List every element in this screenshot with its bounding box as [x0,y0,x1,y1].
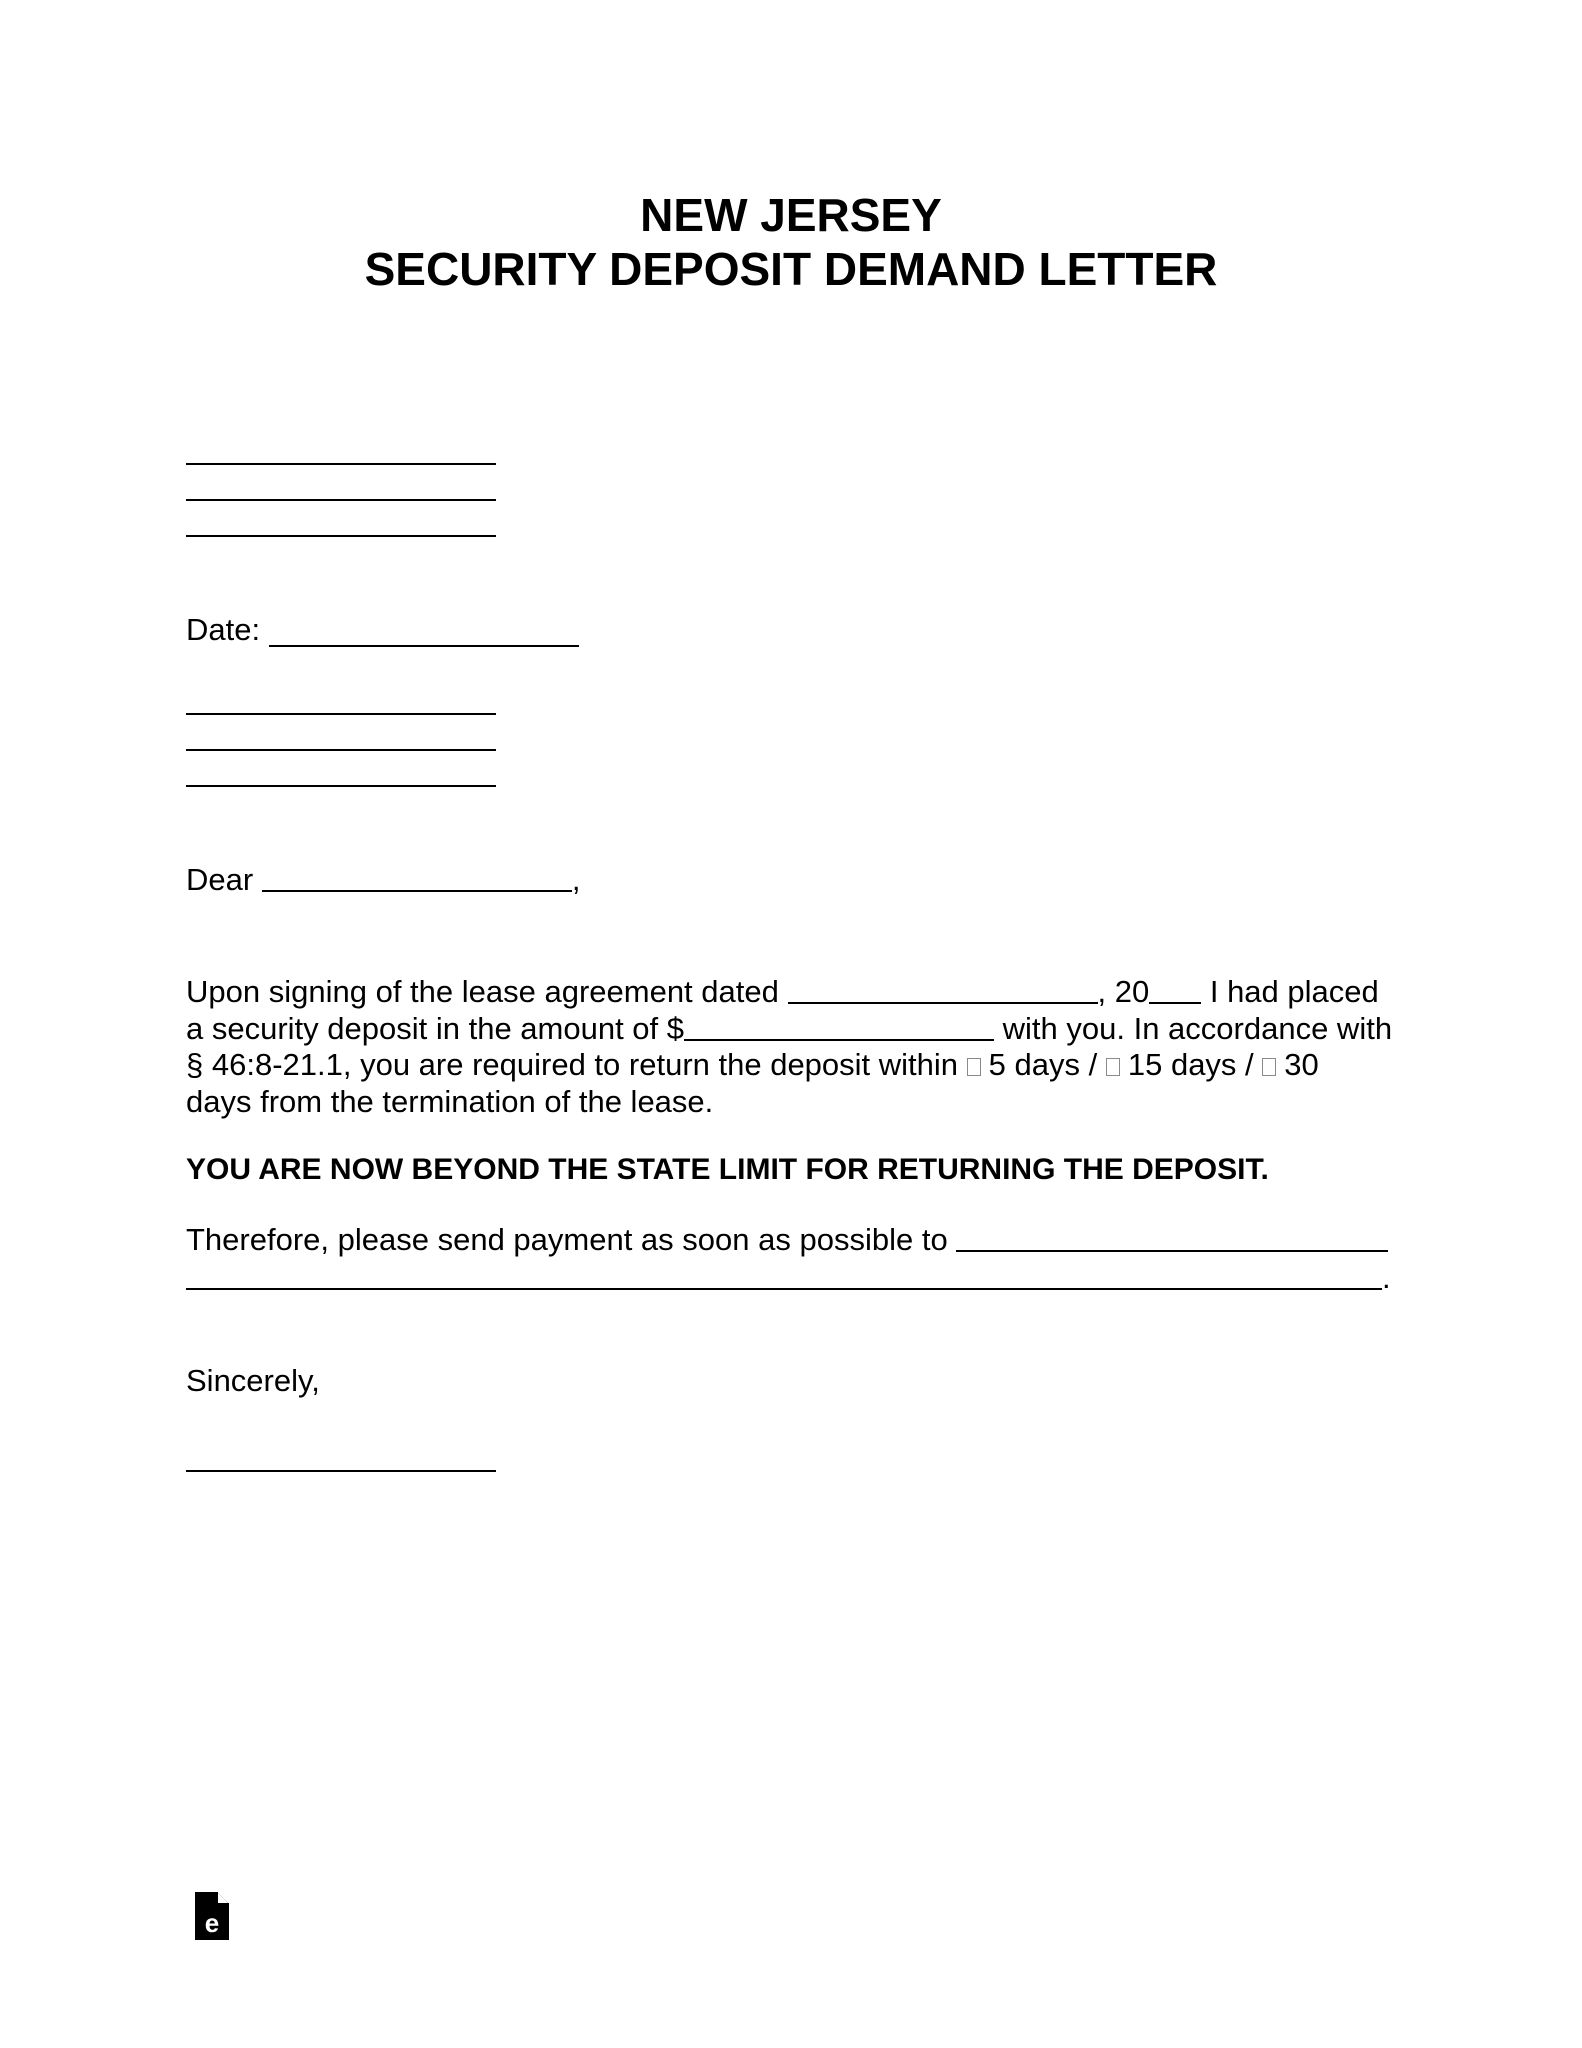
placed-text: I had placed [1209,974,1379,1009]
dear-comma: , [571,862,581,897]
deposit-amount-field[interactable] [684,1039,994,1041]
year-prefix: , 20 [1097,974,1150,1009]
accordance-text: with you. In accordance with [1002,1010,1393,1046]
checkbox-15-days[interactable] [1106,1058,1120,1076]
document-e-icon [193,1890,231,1942]
warning-text: YOU ARE NOW BEYOND THE STATE LIMIT FOR RETURNING THE DEPOSIT. [186,1153,1269,1186]
payment-line-1 [186,1222,1388,1258]
paragraph-line-4: days from the termination of the lease. [186,1083,714,1119]
sender-address-line-3[interactable] [186,535,496,537]
sender-address-line-1[interactable] [186,463,496,465]
payment-address-field-1[interactable] [956,1250,1388,1252]
logo-letter: e [204,1908,220,1938]
deposit-paragraph [186,974,1406,1120]
title-state: NEW JERSEY [640,189,942,241]
option-5-days: 5 days / [988,1047,1098,1082]
paragraph-line-3 [186,1047,1406,1084]
title-document: SECURITY DEPOSIT DEMAND LETTER [364,243,1218,295]
checkbox-30-days[interactable] [1262,1058,1276,1076]
lease-date-field[interactable] [788,1002,1098,1004]
date-field[interactable] [269,645,579,647]
option-30-days: 30 [1284,1047,1319,1082]
deposit-amount-text: a security deposit in the amount of $ [186,1010,685,1046]
signature-field[interactable] [186,1470,496,1472]
recipient-address-line-2[interactable] [186,749,496,751]
recipient-name-field[interactable] [262,890,572,892]
paragraph-line-2 [186,1011,1406,1048]
payment-line-2 [186,1260,1391,1296]
recipient-address-line-3[interactable] [186,785,496,787]
dear-label: Dear [186,862,254,897]
salutation [186,862,580,898]
recipient-address-line-1[interactable] [186,713,496,715]
payment-period: . [1382,1260,1391,1295]
sender-address-line-2[interactable] [186,499,496,501]
payment-text: Therefore, please send payment as soon as possible to [186,1222,948,1257]
statute-text: § 46:8-21.1, you are required to return the deposit within [186,1047,959,1082]
option-15-days: 15 days / [1127,1047,1254,1082]
lease-year-field[interactable] [1149,1002,1201,1004]
lease-text: Upon signing of the lease agreement dated [186,974,779,1009]
closing: Sincerely, [186,1363,320,1398]
checkbox-5-days[interactable] [967,1058,981,1076]
date-label: Date: [186,612,261,647]
paragraph-line-1 [186,974,1406,1011]
payment-address-field-2[interactable] [186,1288,1382,1290]
